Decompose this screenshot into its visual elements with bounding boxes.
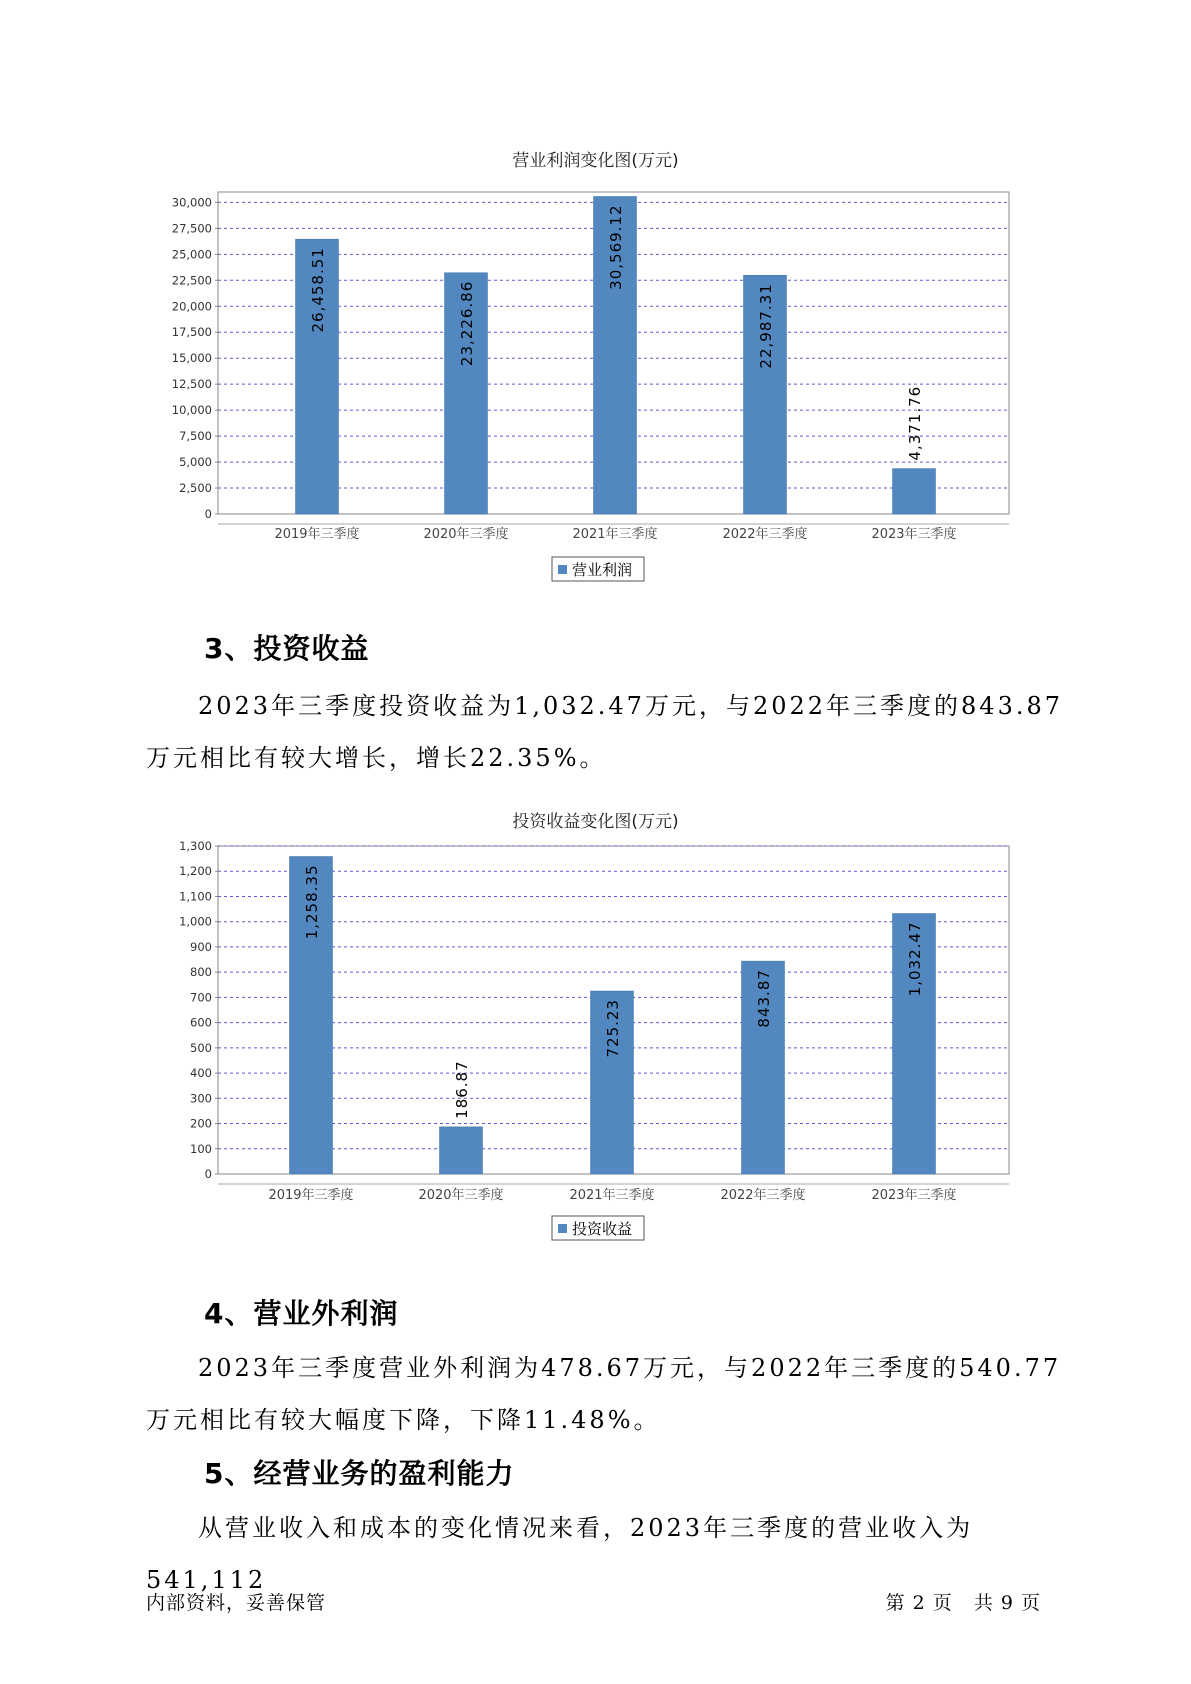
x-tick-label: 2021年三季度: [572, 527, 658, 542]
chart-title-operating-profit: 营业利润变化图(万元): [512, 151, 679, 171]
y-tick-label: 300: [190, 1091, 212, 1106]
y-tick-label: 1,300: [179, 839, 212, 853]
y-tick-label: 25,000: [171, 247, 212, 262]
bar-value-label: 1,032.47: [906, 921, 924, 997]
y-tick-label: 0: [204, 507, 212, 521]
y-tick-label: 1,100: [179, 889, 212, 904]
y-tick-label: 20,000: [171, 299, 212, 314]
x-tick-label: 2020年三季度: [423, 527, 509, 542]
bar-value-label: 22,987.31: [757, 283, 775, 369]
y-tick-label: 800: [190, 965, 212, 980]
y-tick-label: 500: [190, 1040, 212, 1055]
y-tick-label: 600: [190, 1015, 212, 1030]
x-tick-label: 2019年三季度: [274, 527, 360, 542]
y-tick-label: 400: [190, 1066, 212, 1081]
footer-confidential-note: 内部资料，妥善保管: [146, 1592, 327, 1614]
bar-value-label: 26,458.51: [309, 247, 327, 333]
bar-value-label: 30,569.12: [607, 204, 625, 290]
y-tick-label: 12,500: [171, 377, 212, 392]
footer-page-number: 第 2 页 共 9 页: [885, 1592, 1041, 1614]
chart-plot: [179, 839, 1009, 1240]
legend-label: 投资收益: [572, 1220, 633, 1238]
bar: [440, 1127, 483, 1174]
bar-value-label: 843.87: [755, 969, 773, 1028]
x-tick-label: 2019年三季度: [268, 1188, 354, 1203]
y-tick-label: 5,000: [179, 455, 212, 470]
x-tick-label: 2020年三季度: [418, 1188, 504, 1203]
section-5-heading: 5、经营业务的盈利能力: [204, 1457, 515, 1490]
x-tick-label: 2023年三季度: [871, 1188, 957, 1203]
x-tick-label: 2022年三季度: [720, 1188, 806, 1203]
section-4-paragraph: 2023年三季度营业外利润为478.67万元，与2022年三季度的540.77万元相比有较大幅度下降，下降11.48%。: [146, 1354, 1062, 1434]
bar-value-label: 725.23: [604, 999, 622, 1058]
y-tick-label: 0: [204, 1167, 212, 1181]
section-5-paragraph: 从营业收入和成本的变化情况来看，2023年三季度的营业收入为541,112: [146, 1514, 974, 1594]
y-tick-label: 27,500: [171, 221, 212, 236]
y-tick-label: 22,500: [171, 273, 212, 288]
bar-value-label: 23,226.86: [458, 280, 476, 367]
y-tick-label: 700: [190, 990, 212, 1005]
y-tick-label: 10,000: [171, 403, 212, 418]
bar-value-label: 4,371.76: [906, 385, 924, 461]
y-tick-label: 2,500: [179, 481, 212, 496]
section-3-paragraph: 2023年三季度投资收益为1,032.47万元，与2022年三季度的843.87万元相比有较大增长，增长22.35%。: [146, 692, 1064, 772]
y-tick-label: 7,500: [179, 429, 212, 444]
legend-swatch: [558, 1224, 567, 1233]
chart-title-investment-income: 投资收益变化图(万元): [512, 812, 679, 832]
chart-legend: [552, 1216, 644, 1240]
y-tick-label: 200: [190, 1116, 212, 1131]
y-tick-label: 15,000: [171, 351, 212, 366]
y-tick-label: 17,500: [171, 325, 212, 340]
x-tick-label: 2022年三季度: [722, 527, 808, 542]
legend-label: 营业利润: [572, 561, 633, 579]
section-3-heading: 3、投资收益: [204, 632, 370, 665]
bar-value-label: 186.87: [453, 1060, 471, 1119]
y-tick-label: 100: [190, 1141, 212, 1156]
x-tick-label: 2023年三季度: [871, 527, 957, 542]
y-tick-label: 1,200: [179, 864, 212, 879]
y-tick-label: 900: [190, 939, 212, 954]
bar-value-label: 1,258.35: [303, 864, 321, 940]
section-4-heading: 4、营业外利润: [204, 1297, 399, 1330]
y-tick-label: 30,000: [171, 195, 212, 210]
x-tick-label: 2021年三季度: [569, 1188, 655, 1203]
y-tick-label: 1,000: [179, 914, 212, 929]
